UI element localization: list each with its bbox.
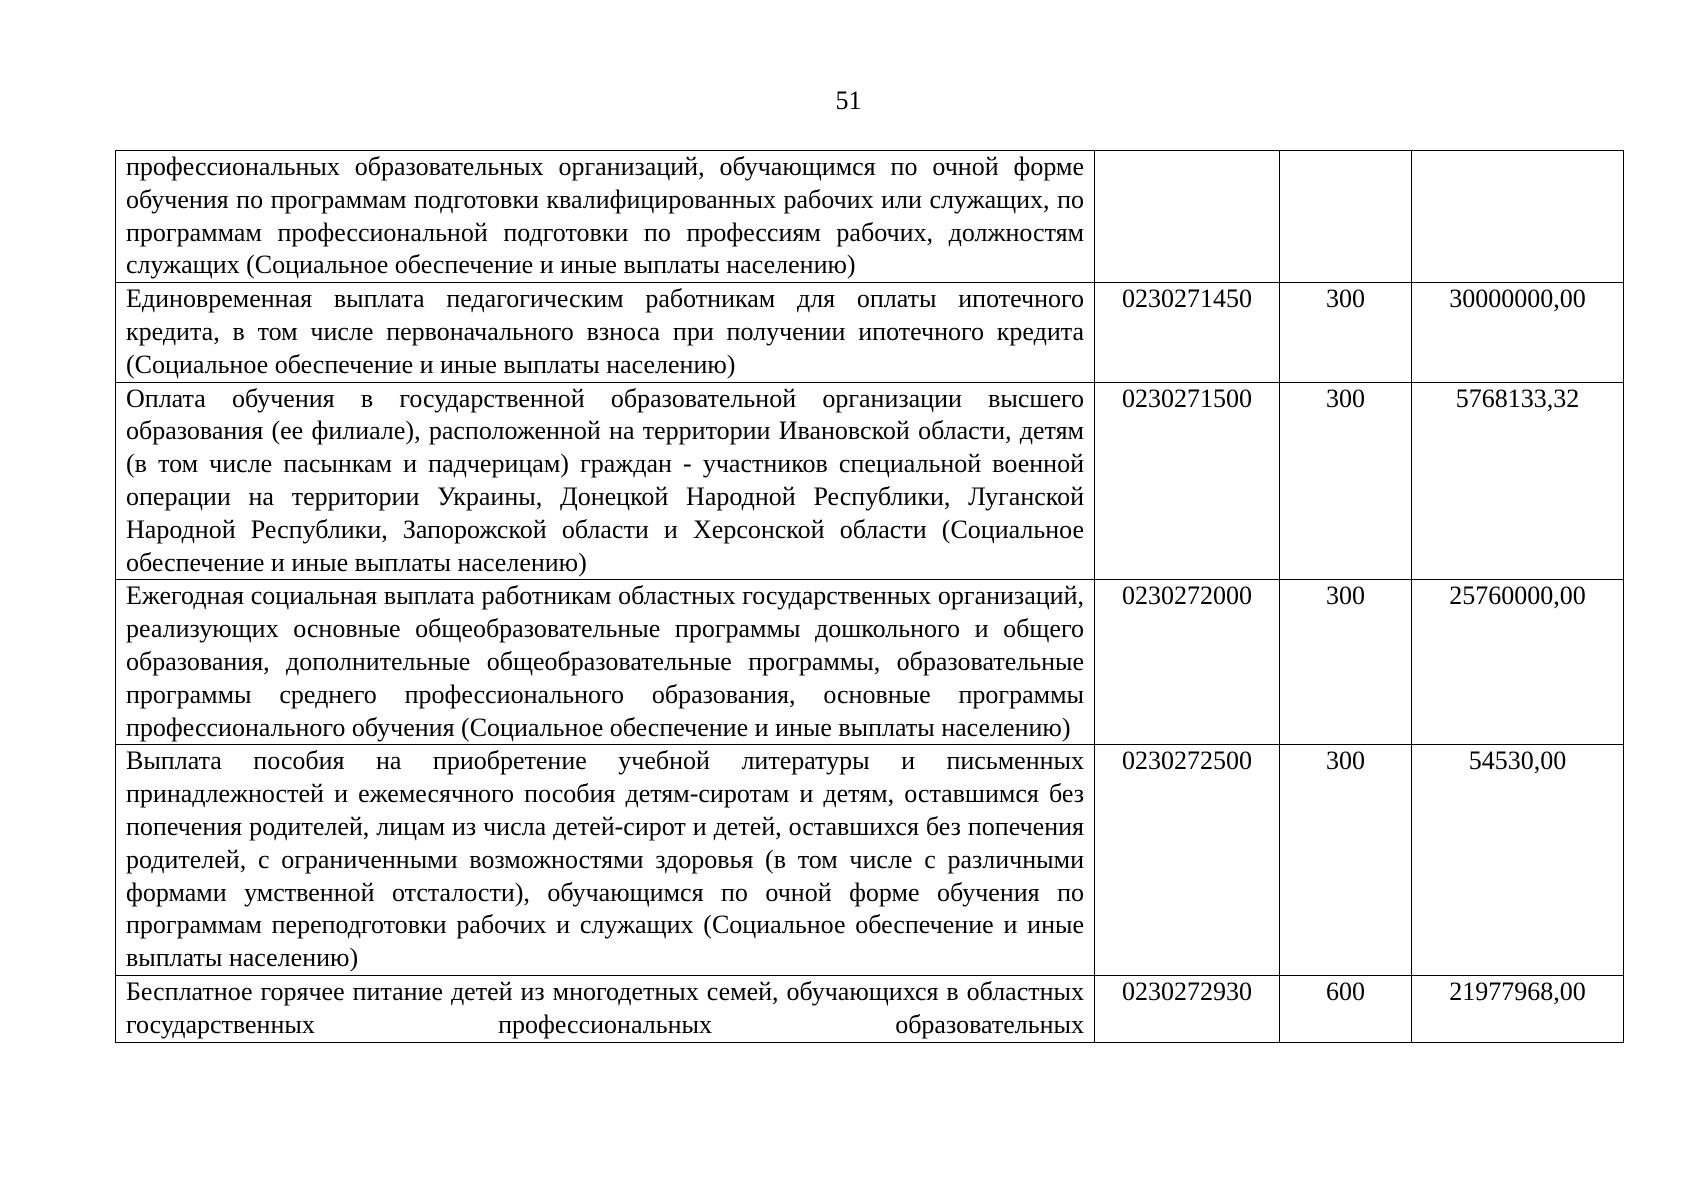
row-type-cell: 300 — [1280, 580, 1412, 745]
page-number: 51 — [835, 86, 862, 115]
table-row — [116, 151, 1624, 283]
table-row — [116, 382, 1624, 580]
row-code-cell: 0230271500 — [1095, 382, 1280, 580]
row-name-cell: Оплата обучения в государственной образовательной организации высшего образования (ее филиале), расположенной на территории Ивановской области, детям (в том числе пасынкам и падчерицам) граждан - участников специальной военной операции на территории Украины, Донецкой Народной Республики, Луганской Народной Республики, Запорожской области и Херсонской области (Социальное обеспечение и иные выплаты населению) — [116, 382, 1095, 580]
row-code-cell: 0230272500 — [1095, 745, 1280, 976]
row-name-cell: профессиональных образовательных организаций, обучающимся по очной форме обучения по программам подготовки квалифицированных рабочих или служащих, по программам профессиональной подготовки по профессиям рабочих, должностям служащих (Социальное обеспечение и иные выплаты населению) — [116, 151, 1095, 283]
budget-table — [115, 150, 1624, 1043]
row-code-cell — [1095, 151, 1280, 283]
row-type-cell: 300 — [1280, 382, 1412, 580]
table-row — [116, 283, 1624, 382]
row-code-cell: 0230272000 — [1095, 580, 1280, 745]
row-sum-cell: 54530,00 — [1412, 745, 1624, 976]
table-row — [116, 975, 1624, 1042]
row-sum-cell: 30000000,00 — [1412, 283, 1624, 382]
row-type-cell: 300 — [1280, 283, 1412, 382]
row-name-cell: Выплата пособия на приобретение учебной литературы и письменных принадлежностей и ежемесячного пособия детям-сиротам и детям, оставшимся без попечения родителей, лицам из числа детей-сирот и детей, оставшихся без попечения родителей, с ограниченными возможностями здоровья (в том числе с различными формами умственной отсталости), обучающимся по очной форме обучения по программам переподготовки рабочих и служащих (Социальное обеспечение и иные выплаты населению) — [116, 745, 1095, 976]
row-sum-cell: 21977968,00 — [1412, 975, 1624, 1042]
row-name-cell: Ежегодная социальная выплата работникам областных государственных организаций, реализующих основные общеобразовательные программы дошкольного и общего образования, дополнительные общеобразовательные программы, образовательные программы среднего профессионального образования, основные программы профессионального обучения (Социальное обеспечение и иные выплаты населению) — [116, 580, 1095, 745]
row-sum-cell — [1412, 151, 1624, 283]
table-row — [116, 580, 1624, 745]
row-code-cell: 0230271450 — [1095, 283, 1280, 382]
table-row — [116, 745, 1624, 976]
row-name-cell: Бесплатное горячее питание детей из многодетных семей, обучающихся в областных государственных профессиональных образовательных — [116, 975, 1095, 1042]
row-type-cell: 600 — [1280, 975, 1412, 1042]
row-sum-cell: 5768133,32 — [1412, 382, 1624, 580]
row-name-cell: Единовременная выплата педагогическим работникам для оплаты ипотечного кредита, в том числе первоначального взноса при получении ипотечного кредита (Социальное обеспечение и иные выплаты населению) — [116, 283, 1095, 382]
row-type-cell: 300 — [1280, 745, 1412, 976]
row-type-cell — [1280, 151, 1412, 283]
row-code-cell: 0230272930 — [1095, 975, 1280, 1042]
row-sum-cell: 25760000,00 — [1412, 580, 1624, 745]
